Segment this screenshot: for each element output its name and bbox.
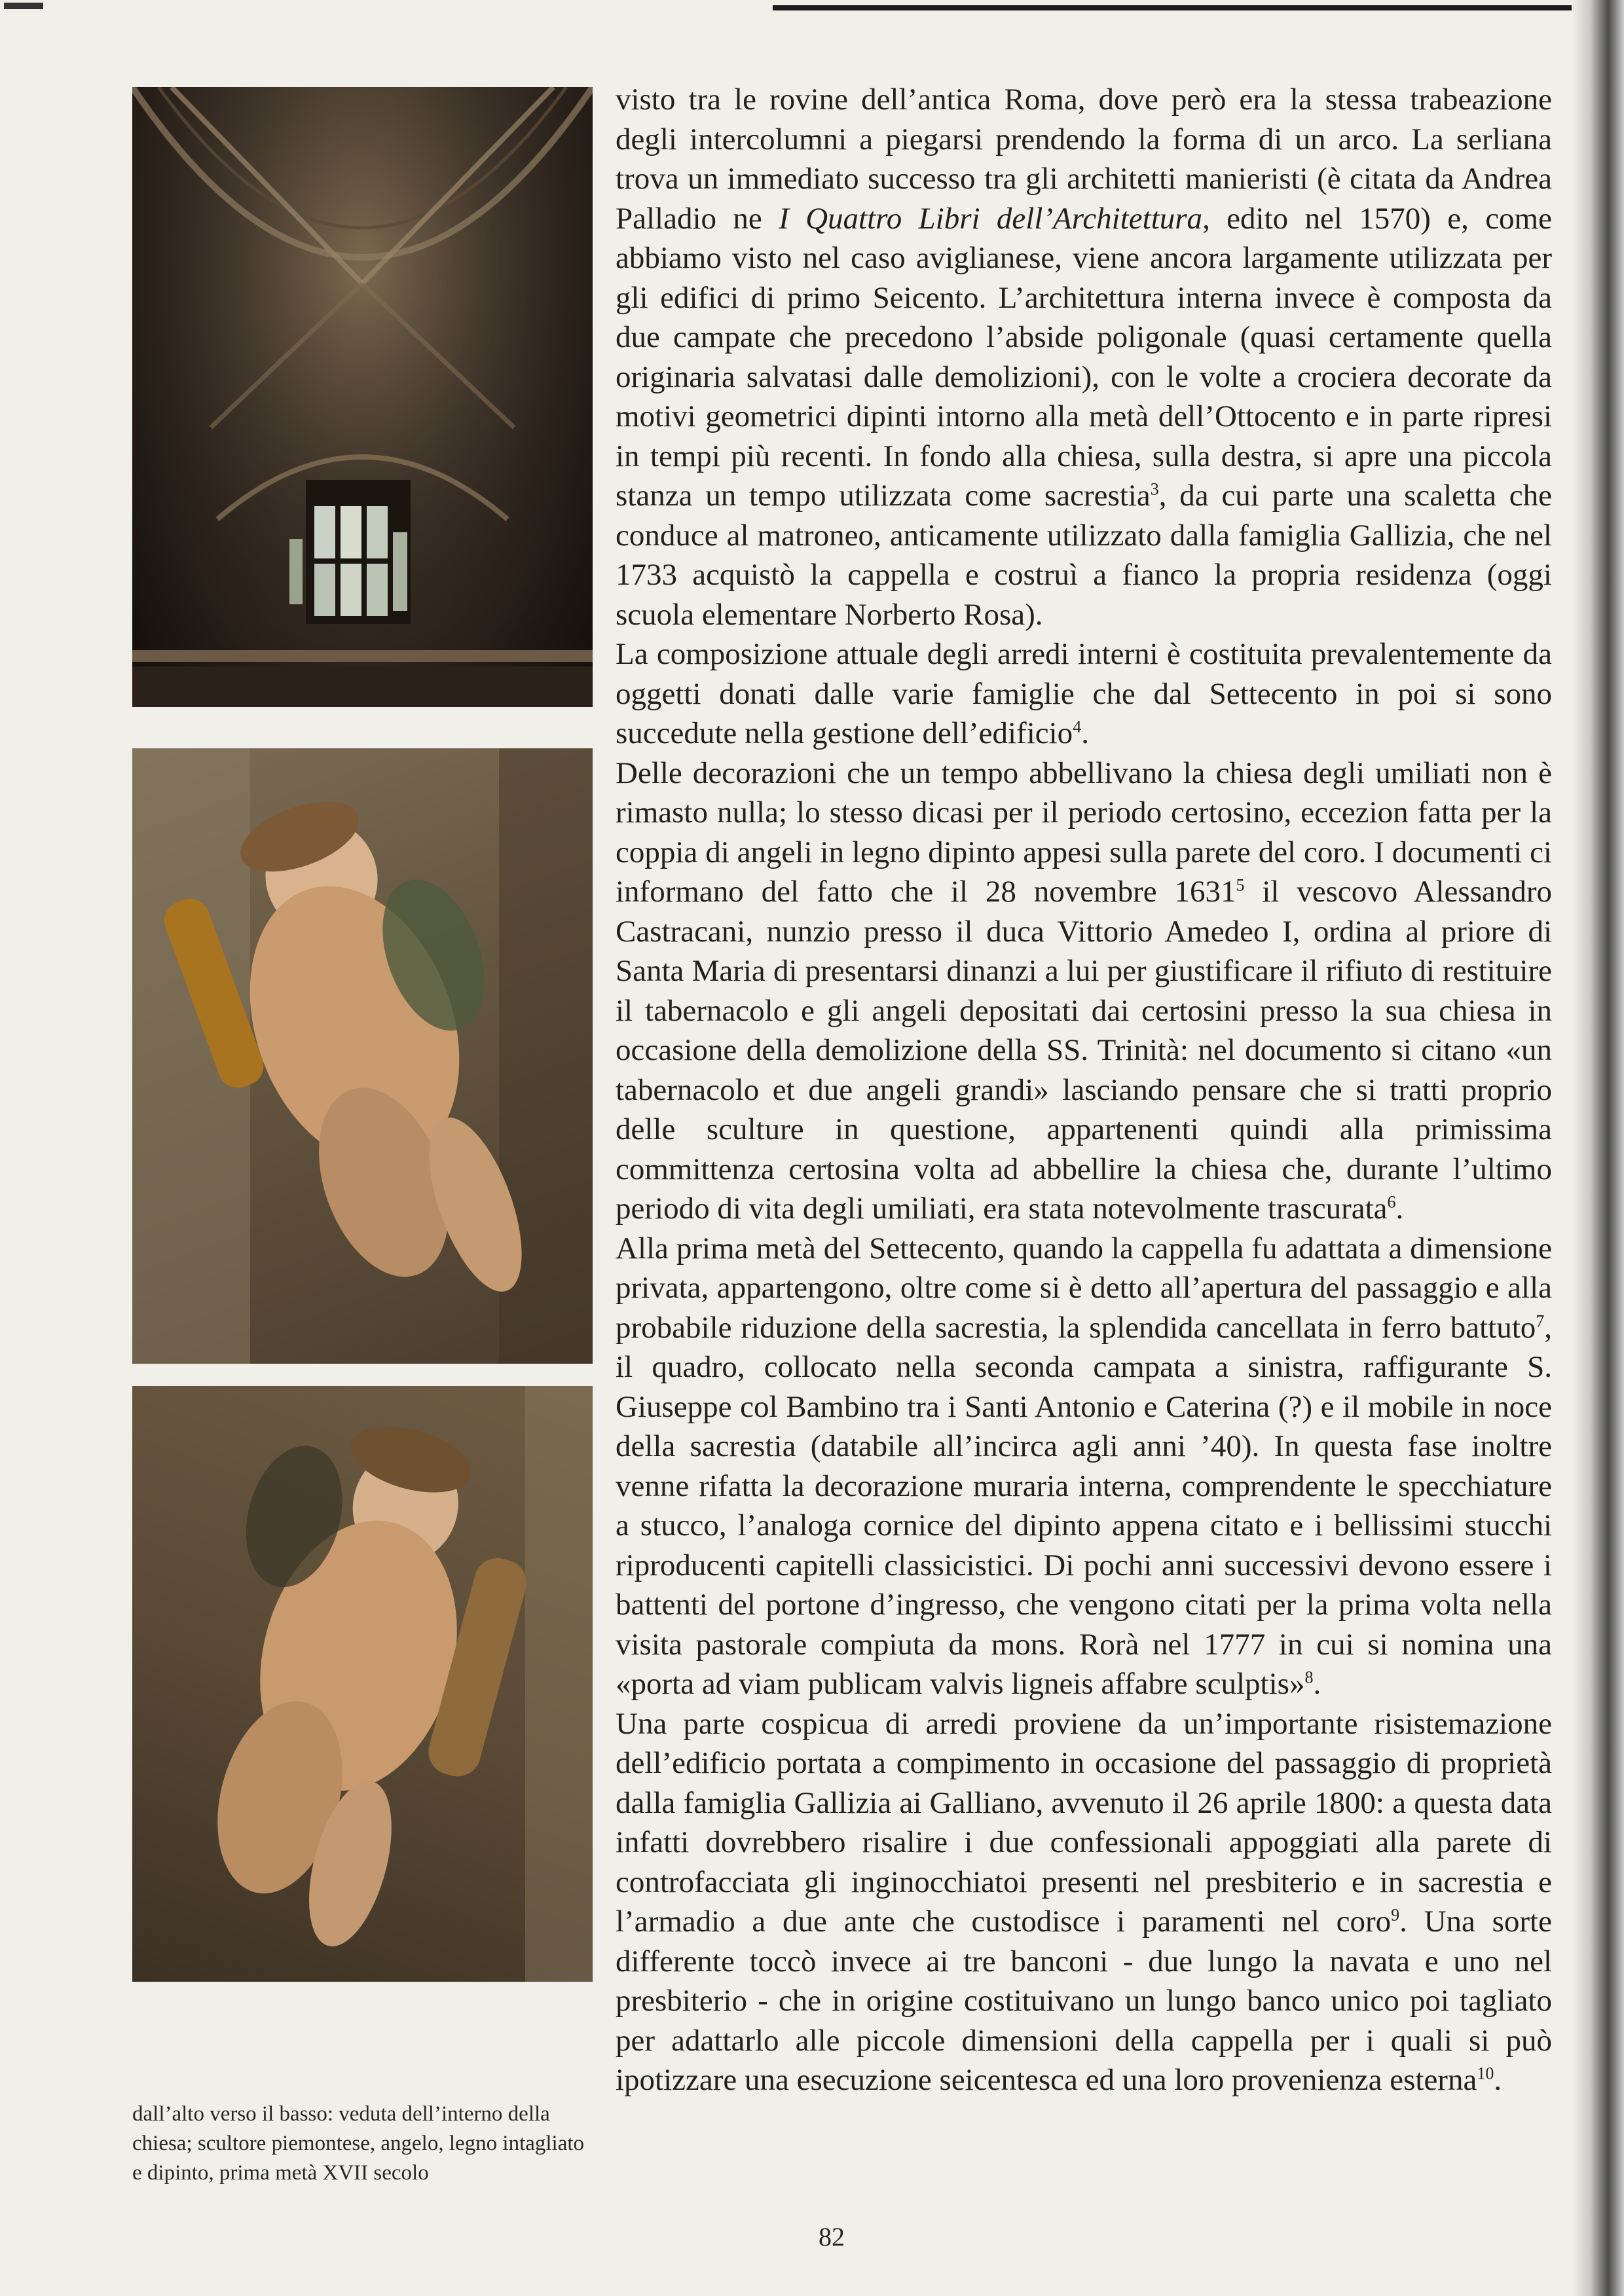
paragraph-5: Una parte cospicua di arredi proviene da un’importante risistemazione dell’edificio portata a compimento in occasione del passaggio di proprietà dalla famiglia Gallizia ai Galliano, avvenuto il 26 aprile 1800: a questa data infatti dovrebbero risalire i due confessionali appoggiati alla parete di controfacciata gli inginocchiatoi presenti nel presbiterio e in sacrestia e l’armadio a due ante che custodisce i paramenti nel coro$^9$. Una sorte differente toccò invece ai tre banconi - due lungo la navata e uno nel presbiterio - che in origine costituivano un lungo banco unico poi tagliato per adattarlo alle piccole dimensioni della cappella per i quali si può ipotizzare una esecuzione seicentesca ed una loro provenienza esterna$^{10}$. bbox=[616, 1706, 1552, 2097]
paragraph-4: Alla prima metà del Settecento, quando la cappella fu adattata a dimensione privata, appartengono, oltre come si è detto all’apertura del passaggio e alla probabile riduzione della sacrestia, la splendida cancellata in ferro battuto$^7$, il quadro, collocato nella seconda campata a sinistra, raffigurante S. Giuseppe col Bambino tra i Santi Antonio e Caterina (?) e il mobile in noce della sacrestia (databile all’incirca agli anni ’40). In questa fase inoltre venne rifatta la decorazione muraria interna, comprendente le specchiature a stucco, l’analoga cornice del dipinto appena citato e i bellissimi stucchi riproducenti capitelli classicistici. Di pochi anni successivi devono essere i battenti del portone d’ingresso, che vengono citati per la prima volta nella visita pastorale compiuta da mons. Rorà nel 1777 in cui si nomina una «porta ad viam publicam valvis ligneis affabre sculptis»$^8$. bbox=[616, 1231, 1552, 1701]
footnote-ref-9: 9 bbox=[1391, 1905, 1400, 1925]
photo-wooden-angel-2 bbox=[132, 1386, 593, 1982]
church-interior-illustration bbox=[132, 87, 593, 707]
footnote-ref-8: 8 bbox=[1304, 1667, 1314, 1687]
scan-corner-mark bbox=[4, 3, 43, 9]
body-text bbox=[616, 80, 1552, 2100]
paragraph-2: La composizione attuale degli arredi interni è costituita prevalentemente da oggetti donati dalle varie famiglie che dal Settecento in poi si sono succedute nella gestione dell’edificio$^4$. bbox=[616, 637, 1552, 750]
footnote-ref-3: 3 bbox=[1150, 479, 1159, 499]
top-page-edge bbox=[773, 5, 1572, 10]
footnote-ref-6: 6 bbox=[1387, 1192, 1396, 1212]
angel-illustration-2 bbox=[132, 1386, 593, 1982]
book-spine-shadow bbox=[1572, 0, 1624, 2296]
angel-illustration-1 bbox=[132, 748, 593, 1364]
page-number: 82 bbox=[819, 2222, 845, 2251]
photo-wooden-angel-1 bbox=[132, 748, 593, 1364]
footnote-ref-10: 10 bbox=[1477, 2064, 1494, 2083]
window-icon bbox=[289, 480, 411, 624]
figure-caption: dall’alto verso il basso: veduta dell’interno della chiesa; scultore piemontese, angelo, legno intagliato e dipinto, prima metà XVII secolo bbox=[132, 2102, 585, 2185]
photo-church-interior bbox=[132, 87, 593, 707]
footnote-ref-4: 4 bbox=[1073, 717, 1082, 737]
footnote-ref-5: 5 bbox=[1236, 875, 1245, 895]
paragraph-1: visto tra le rovine dell’antica Roma, dove però era la stessa trabeazione degli intercolumni a piegarsi prendendo la forma di un arco. La serliana trova un immediato successo tra gli architetti manieristi (è citata da Andrea Palladio ne I Quattro Libri dell’Architettura, edito nel 1570) e, come abbiamo visto nel caso aviglianese, viene ancora largamente utilizzata per gli edifici di primo Seicento. L’architettura interna invece è composta da due campate che precedono l’abside poligonale (quasi certamente quella originaria salvatasi dalle demolizioni), con le volte a crociera decorate da motivi geometrici dipinti intorno alla metà dell’Ottocento e in parte ripresi in tempi più recenti. In fondo alla chiesa, sulla destra, si apre una piccola stanza un tempo utilizzata come sacrestia$^3$, da cui parte una scaletta che conduce al matroneo, anticamente utilizzato dalla famiglia Gallizia, che nel 1733 acquistò la cappella e costruì a fianco la propria residenza (oggi scuola elementare Norberto Rosa). bbox=[616, 82, 1553, 632]
book-title: I Quattro Libri dell’Architettura bbox=[779, 201, 1203, 236]
paragraph-3: Delle decorazioni che un tempo abbellivano la chiesa degli umiliati non è rimasto nulla; lo stesso dicasi per il periodo certosino, eccezion fatta per la coppia di angeli in legno dipinto appesi sulla parete del coro. I documenti ci informano del fatto che il 28 novembre 1631$^5$ il vescovo Alessandro Castracani, nunzio presso il duca Vittorio Amedeo I, ordina al priore di Santa Maria di presentarsi dinanzi a lui per giustificare il rifiuto di restituire il tabernacolo e gli angeli depositati dai certosini presso la sua chiesa in occasione della demolizione della SS. Trinità: nel documento si citano «un tabernacolo et due angeli grandi» lasciando pensare che si tratti proprio delle sculture in questione, appartenenti quindi alla primissima committenza certosina volta ad abbellire la chiesa che, durante l’ultimo periodo di vita degli umiliati, era stata notevolmente trascurata$^6$. bbox=[616, 756, 1552, 1226]
footnote-ref-7: 7 bbox=[1536, 1311, 1545, 1330]
